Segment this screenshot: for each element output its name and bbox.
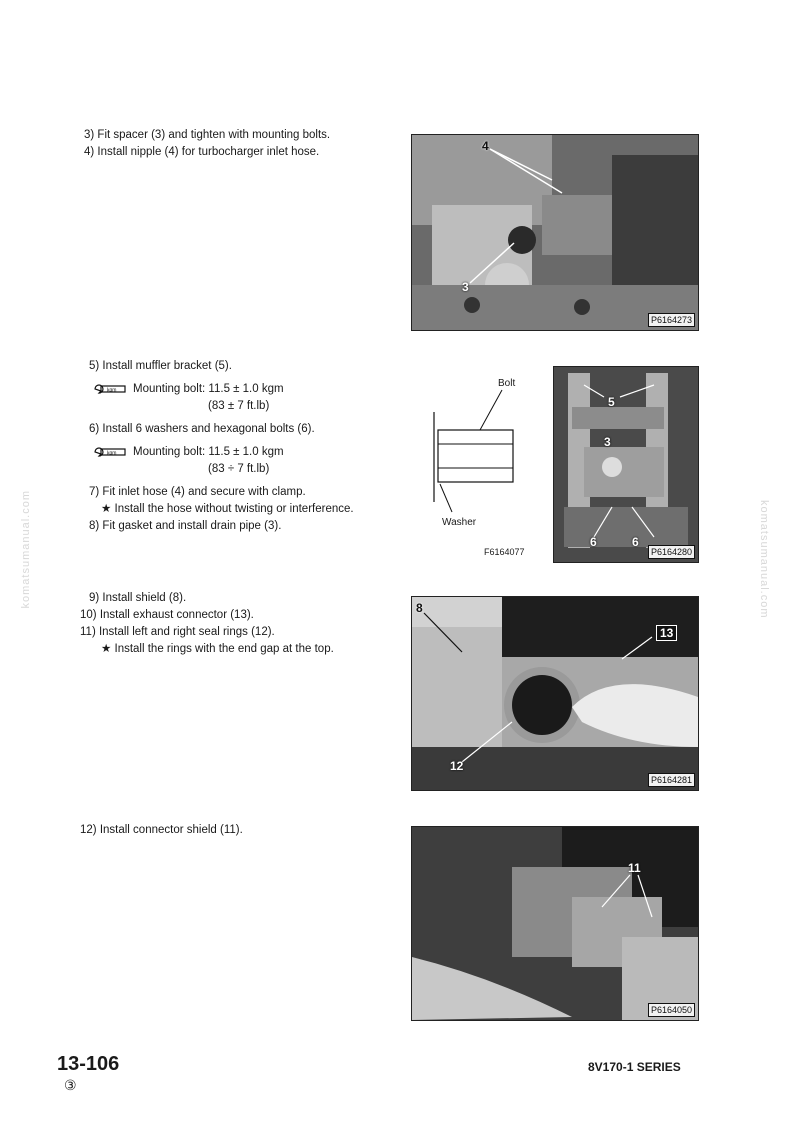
torque-wrench-icon-drawing (93, 383, 127, 395)
steps-group-2 (89, 358, 369, 535)
step-3: 3) Fit spacer (3) and tighten with mounting bolts. (84, 129, 331, 141)
callout-13: 13 (656, 625, 677, 641)
photo-exhaust-connector (411, 596, 699, 791)
photo-turbocharger-nipple (411, 134, 699, 331)
step-12: 12) Install connector shield (11). (80, 824, 243, 836)
page-number: 13-106 (57, 1053, 120, 1075)
bolt-label: Bolt (498, 378, 516, 389)
photo-1-code: P6164273 (648, 313, 695, 327)
photo-muffler-bracket (553, 366, 699, 563)
callout-4: 4 (482, 139, 489, 153)
photo-connector-shield (411, 826, 699, 1021)
callout-3: 3 (604, 435, 611, 449)
photo-1-drawing (412, 135, 698, 330)
step-5: 5) Install muffler bracket (5). (89, 360, 232, 372)
step-10: 10) Install exhaust connector (13). (80, 609, 254, 621)
step-8: 8) Fit gasket and install drain pipe (3). (89, 520, 282, 532)
photo-2-code: P6164280 (648, 545, 695, 559)
diagram-code: F6164077 (484, 547, 525, 557)
torque-wrench-icon-drawing (93, 446, 127, 458)
callout-6: 6 (590, 535, 597, 549)
torque-wrench-icon (93, 383, 127, 395)
torque-wrench-icon (93, 446, 127, 458)
photo-4-code: P6164050 (648, 1003, 695, 1017)
callout-12: 12 (450, 759, 464, 773)
watermark-left: komatsumanual.com (20, 490, 32, 609)
spec-2-line-1: Mounting bolt: 11.5 ± 1.0 kgm (133, 446, 284, 458)
washer-label: Washer (442, 517, 477, 528)
steps-group-3 (80, 590, 365, 658)
torque-spec-1 (93, 381, 369, 415)
callout-3: 3 (462, 280, 469, 294)
callout-11: 11 (628, 861, 641, 875)
steps-group-1 (84, 127, 384, 161)
steps-group-4 (80, 822, 370, 839)
spec-2-line-2: (83 ÷ 7 ft.lb) (208, 463, 270, 475)
callout-8: 8 (416, 601, 423, 615)
photo-2-drawing (554, 367, 698, 562)
revision-mark: ③ (64, 1077, 77, 1093)
bolt-washer-drawing (420, 372, 540, 564)
bolt-washer-diagram (420, 372, 540, 564)
spec-1-line-1: Mounting bolt: 11.5 ± 1.0 kgm (133, 383, 284, 395)
callout-5: 5 (608, 395, 615, 409)
step-9: 9) Install shield (8). (89, 592, 187, 604)
torque-icon-label: kgm (107, 450, 117, 457)
step-7: 7) Fit inlet hose (4) and secure with clamp. (89, 486, 306, 498)
series-label: 8V170-1 SERIES (588, 1060, 681, 1074)
step-7-note: ★ Install the hose without twisting or interference. (101, 503, 354, 515)
torque-icon-label: kgm (107, 387, 117, 394)
photo-4-drawing (412, 827, 698, 1020)
callout-6: 6 (632, 535, 639, 549)
photo-3-code: P6164281 (648, 773, 695, 787)
step-11: 11) Install left and right seal rings (12). (80, 626, 275, 638)
spec-1-line-2: (83 ± 7 ft.lb) (208, 400, 270, 412)
step-11-note: ★ Install the rings with the end gap at the top. (101, 643, 334, 655)
torque-spec-2 (93, 444, 369, 478)
watermark-right: komatsumanual.com (758, 500, 770, 619)
step-6: 6) Install 6 washers and hexagonal bolts (6). (89, 423, 315, 435)
step-4: 4) Install nipple (4) for turbocharger inlet hose. (84, 146, 320, 158)
